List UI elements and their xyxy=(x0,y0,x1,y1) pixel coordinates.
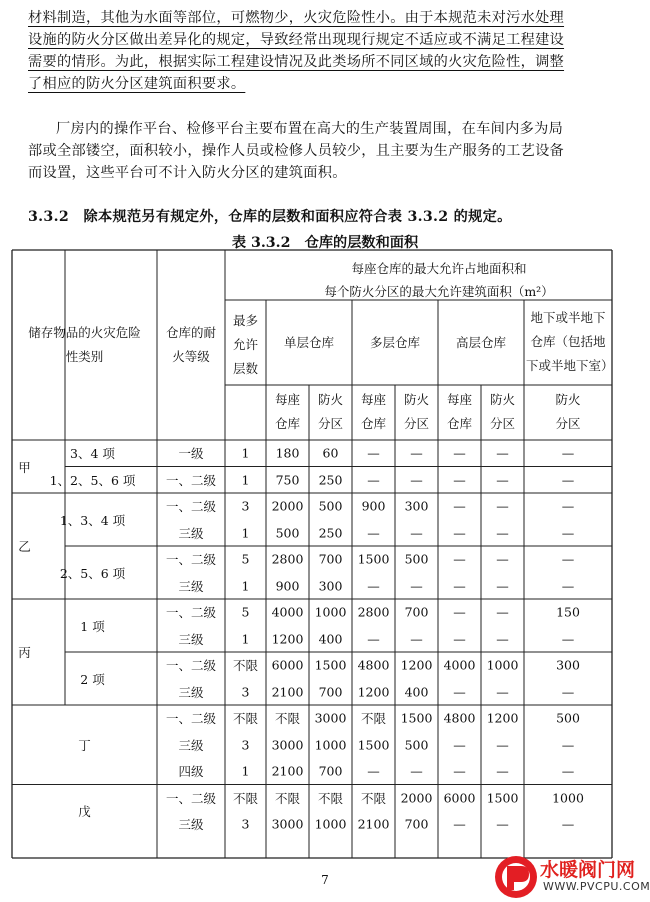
area-cell: — xyxy=(561,631,575,647)
class-cell: 戊 xyxy=(78,804,91,819)
max-floors-cell: 1 xyxy=(241,763,250,779)
fire-rating-cell: 四级 xyxy=(178,764,204,780)
fire-rating-cell: 一、二级 xyxy=(165,658,217,674)
max-floors-cell: 3 xyxy=(241,737,250,753)
max-floors-cell: 1 xyxy=(241,578,250,594)
area-cell: — xyxy=(410,525,423,541)
max-floors-cell: 1 xyxy=(241,472,250,488)
area-cell: 2000 xyxy=(271,498,304,514)
area-cell: — xyxy=(453,578,466,594)
subheader-fire-compartment: 防火分区 xyxy=(555,392,581,431)
area-cell: 900 xyxy=(275,578,300,594)
area-cell: — xyxy=(561,816,575,832)
subheader-fire-compartment: 防火分区 xyxy=(403,392,429,431)
area-cell: — xyxy=(561,498,575,514)
area-cell: — xyxy=(367,472,380,488)
subheader-per-building: 每座仓库 xyxy=(274,392,300,431)
area-cell: 3000 xyxy=(314,710,347,726)
area-cell: — xyxy=(410,631,423,647)
area-cell: 不限 xyxy=(360,711,387,727)
area-cell: — xyxy=(496,604,509,620)
fire-rating-cell: 一、二级 xyxy=(165,499,217,515)
area-cell: — xyxy=(496,445,509,461)
area-cell: 500 xyxy=(318,498,343,514)
area-cell: 2100 xyxy=(271,684,304,700)
fire-rating-cell: 一、二级 xyxy=(165,552,217,568)
area-cell: — xyxy=(410,763,423,779)
area-cell: 900 xyxy=(361,498,386,514)
header-max-floors: 最多允许层数 xyxy=(232,313,258,376)
area-cell: 1200 xyxy=(400,657,433,673)
area-cell: 1000 xyxy=(314,816,347,832)
area-cell: 180 xyxy=(275,445,300,461)
area-cell: 700 xyxy=(404,604,429,620)
area-cell: 300 xyxy=(556,657,580,673)
area-cell: — xyxy=(367,525,380,541)
clause-3-3-2: 3.3.2 除本规范另有规定外，仓库的层数和面积应符合表 3.3.2 的规定。 xyxy=(28,209,512,225)
max-floors-cell: 不限 xyxy=(232,790,259,806)
intro-line: 材料制造，其他为水面等部位，可燃物少，火灾危险性小。由于本规范未对污水处理 xyxy=(28,10,565,26)
item-cell: 3、4 项 xyxy=(70,446,115,462)
subheader-per-building: 每座仓库 xyxy=(446,392,472,431)
max-floors-cell: 1 xyxy=(241,631,250,647)
max-floors-cell: 3 xyxy=(241,684,250,700)
area-cell: 500 xyxy=(404,551,429,567)
max-floors-cell: 1 xyxy=(241,445,250,461)
area-cell: 400 xyxy=(404,684,429,700)
area-cell: 1000 xyxy=(486,657,519,673)
area-cell: 1200 xyxy=(486,710,519,726)
area-cell: 1500 xyxy=(357,737,390,753)
fire-rating-cell: 三级 xyxy=(178,737,204,753)
area-cell: 60 xyxy=(322,445,339,461)
area-cell: — xyxy=(453,604,466,620)
area-cell: 1500 xyxy=(357,551,390,567)
max-floors-cell: 5 xyxy=(241,551,250,567)
item-cell: 1、2、5、6 项 xyxy=(49,472,136,488)
area-cell: — xyxy=(367,578,380,594)
max-floors-cell: 不限 xyxy=(232,711,259,727)
area-cell: — xyxy=(453,525,466,541)
area-cell: — xyxy=(496,684,509,700)
area-cell: 250 xyxy=(318,525,343,541)
area-cell: 3000 xyxy=(271,816,304,832)
area-cell: — xyxy=(367,445,380,461)
area-cell: — xyxy=(561,684,575,700)
fire-rating-cell: 一、二级 xyxy=(165,605,217,621)
intro-line: 需要的情形。为此，根据实际工程建设情况及此类场所不同区域的火灾危险性，调整 xyxy=(28,54,565,70)
area-cell: 400 xyxy=(318,631,343,647)
area-cell: — xyxy=(453,631,466,647)
area-cell: — xyxy=(561,763,575,779)
area-cell: — xyxy=(410,445,423,461)
fire-rating-cell: 三级 xyxy=(178,525,204,541)
area-cell: 3000 xyxy=(271,737,304,753)
area-cell: — xyxy=(496,472,509,488)
area-cell: 700 xyxy=(318,684,343,700)
area-cell: 750 xyxy=(275,472,300,488)
watermark-url: WWW.PVCPU.COM xyxy=(543,880,650,893)
area-cell: 6000 xyxy=(443,790,476,806)
item-cell: 1 项 xyxy=(80,618,105,634)
subheader-fire-compartment: 防火分区 xyxy=(489,392,515,431)
area-cell: — xyxy=(453,445,466,461)
area-cell: 4800 xyxy=(443,710,476,726)
header-high-rise: 高层仓库 xyxy=(455,335,507,350)
area-cell: 1000 xyxy=(314,737,347,753)
max-floors-cell: 3 xyxy=(241,816,250,832)
fire-rating-cell: 三级 xyxy=(178,578,204,594)
area-cell: 1500 xyxy=(314,657,347,673)
fire-rating-cell: 一、二级 xyxy=(165,790,217,806)
area-cell: — xyxy=(496,525,509,541)
area-cell: 1200 xyxy=(271,631,304,647)
area-cell: — xyxy=(496,737,509,753)
area-cell: — xyxy=(453,737,466,753)
max-floors-cell: 1 xyxy=(241,525,250,541)
area-cell: 1500 xyxy=(486,790,519,806)
max-floors-cell: 3 xyxy=(241,498,250,514)
platform-line: 而设置，这些平台可不计入防火分区的建筑面积。 xyxy=(28,165,347,181)
item-cell: 2 项 xyxy=(80,671,105,687)
area-cell: 2800 xyxy=(357,604,390,620)
area-cell: — xyxy=(496,578,509,594)
area-cell: 2100 xyxy=(357,816,390,832)
area-cell: 250 xyxy=(318,472,343,488)
area-cell: 4000 xyxy=(271,604,304,620)
area-cell: 1200 xyxy=(357,684,390,700)
area-cell: — xyxy=(561,445,575,461)
area-cell: — xyxy=(561,525,575,541)
area-cell: 不限 xyxy=(274,790,301,806)
area-cell: 500 xyxy=(404,737,429,753)
area-cell: — xyxy=(453,816,466,832)
area-cell: — xyxy=(496,763,509,779)
area-cell: — xyxy=(496,498,509,514)
area-cell: 6000 xyxy=(271,657,304,673)
area-cell: — xyxy=(410,472,423,488)
area-cell: — xyxy=(561,472,575,488)
area-cell: — xyxy=(453,498,466,514)
area-cell: 4800 xyxy=(357,657,390,673)
item-cell: 2、5、6 项 xyxy=(59,565,126,581)
fire-rating-cell: 一级 xyxy=(178,446,204,462)
area-cell: 2000 xyxy=(400,790,433,806)
area-cell: 300 xyxy=(404,498,429,514)
page-number: 7 xyxy=(321,873,329,887)
header-underground: 地下或半地下仓库（包括地下或半地下室） xyxy=(526,310,614,373)
area-cell: — xyxy=(496,631,509,647)
area-cell: — xyxy=(453,684,466,700)
area-cell: 700 xyxy=(318,763,343,779)
class-cell: 甲 xyxy=(18,459,31,475)
area-cell: 150 xyxy=(556,604,580,620)
table-caption: 表 3.3.2 仓库的层数和面积 xyxy=(231,235,419,251)
header-area-line2: 每个防火分区的最大允许建筑面积（m²） xyxy=(324,284,554,299)
area-cell: — xyxy=(367,631,380,647)
subheader-per-building: 每座仓库 xyxy=(360,392,386,431)
area-cell: 1500 xyxy=(400,710,433,726)
area-cell: 不限 xyxy=(317,790,344,806)
area-cell: 1000 xyxy=(552,790,584,806)
area-cell: 2800 xyxy=(271,551,304,567)
area-cell: 500 xyxy=(275,525,300,541)
watermark-text: 水暖阀门网 xyxy=(540,859,636,881)
area-cell: 2100 xyxy=(271,763,304,779)
intro-line: 了相应的防火分区建筑面积要求。 xyxy=(28,76,246,92)
header-area-line1: 每座仓库的最大允许占地面积和 xyxy=(351,261,527,276)
area-cell: — xyxy=(453,763,466,779)
area-cell: — xyxy=(496,551,509,567)
area-cell: 700 xyxy=(404,816,429,832)
intro-line: 设施的防火分区做出差异化的规定，导致经常出现现行规定不适应或不满足工程建设 xyxy=(28,32,565,48)
header-category: 储存物品的火灾危险性类别 xyxy=(28,325,141,364)
area-cell: — xyxy=(561,578,575,594)
area-cell: 1000 xyxy=(314,604,347,620)
class-cell: 乙 xyxy=(18,539,31,554)
area-cell: 500 xyxy=(556,710,580,726)
fire-rating-cell: 三级 xyxy=(178,684,204,700)
area-cell: 4000 xyxy=(443,657,476,673)
area-cell: 700 xyxy=(318,551,343,567)
fire-rating-cell: 一、二级 xyxy=(165,711,217,727)
area-cell: — xyxy=(496,816,509,832)
area-cell: — xyxy=(367,763,380,779)
platform-line: 部或全部镂空，面积较小，操作人员或检修人员较少，且主要为生产服务的工艺设备 xyxy=(28,143,565,159)
area-cell: 300 xyxy=(318,578,343,594)
area-cell: — xyxy=(410,578,423,594)
area-cell: 不限 xyxy=(360,790,387,806)
fire-rating-cell: 一、二级 xyxy=(165,472,217,488)
max-floors-cell: 不限 xyxy=(232,658,259,674)
area-cell: — xyxy=(453,551,466,567)
header-fire-rating: 仓库的耐火等级 xyxy=(166,325,217,364)
fire-rating-cell: 三级 xyxy=(178,817,204,833)
platform-line: 厂房内的操作平台、检修平台主要布置在高大的生产装置周围，在车间内多为局 xyxy=(56,121,564,137)
area-cell: 不限 xyxy=(274,711,301,727)
class-cell: 丁 xyxy=(78,737,91,753)
header-multi-storey: 多层仓库 xyxy=(369,335,421,350)
class-cell: 丙 xyxy=(18,645,31,660)
subheader-fire-compartment: 防火分区 xyxy=(317,392,343,431)
area-cell: — xyxy=(561,551,575,567)
area-cell: — xyxy=(561,737,575,753)
area-cell: — xyxy=(453,472,466,488)
header-single-storey: 单层仓库 xyxy=(283,335,335,350)
max-floors-cell: 5 xyxy=(241,604,250,620)
fire-rating-cell: 三级 xyxy=(178,631,204,647)
item-cell: 1、3、4 项 xyxy=(59,512,126,528)
